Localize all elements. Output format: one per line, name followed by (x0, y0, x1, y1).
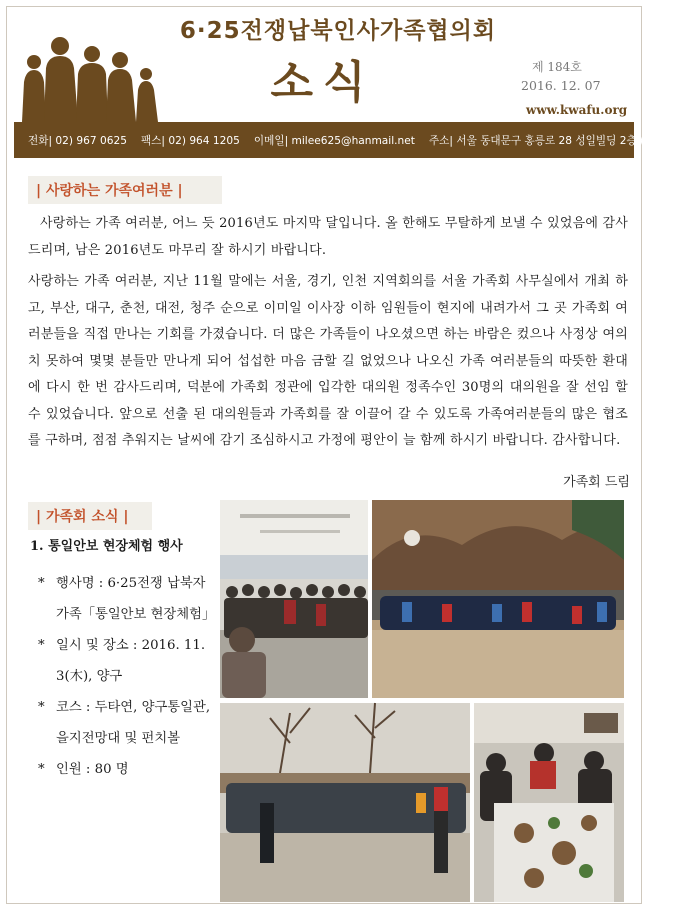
event-details-list (38, 568, 214, 785)
photo-auditorium (220, 500, 368, 698)
event-detail-text: 코스 : 두타연, 양구통일관, 을지전망대 및 펀치볼 (56, 700, 211, 746)
contact-bar (14, 122, 682, 158)
event-detail-datetime (38, 630, 214, 692)
contact-fax: 팩스| 02) 964 1205 (140, 134, 240, 147)
contact-email[interactable]: 이메일| milee625@hanmail.net (253, 134, 415, 147)
organization-name: 6·25전쟁납북인사가족협의회 (179, 18, 497, 44)
section-heading-text: 사랑하는 가족여러분 (46, 183, 173, 199)
contact-phone: 전화| 02) 967 0625 (28, 134, 127, 147)
bullet-mark: * (38, 576, 45, 591)
issue-number: 제 184호 (532, 60, 582, 74)
event-title: 1. 통일안보 현장체험 행사 (30, 539, 183, 554)
event-detail-participants (38, 754, 214, 785)
report-paragraph: 사랑하는 가족 여러분, 지난 11월 말에는 서울, 경기, 인천 지역회의를 서울 가족회 사무실에서 개최 하고, 부산, 대구, 춘천, 대전, 청주 순으로 이미일 이사장 이하 임원들이 현지에 내려가서 그 곳 가족회 여러분들을 직접 만나는 기회를 가졌습니다. 더 많은 가족들이 나오셨으면 하는 바람은 컸으나 사정상 여의치 못하여 몇몇 분들만 만나게 되어 섭섭한 마음 금할 길 없었으나 나오신 가족 여러분들의 따뜻한 환대에 다시 한 번 감사드리며, 덕분에 가족회 정관에 입각한 대의원 정족수인 30명의 대의원을 잘 선임 할 수 있었습니다. 앞으로 선출 된 대의원들과 가족회를 잘 이끌어 갈 수 있도록 가족여러분들의 많은 협조를 구하며, 점점 추워지는 날씨에 감기 조심하시고 가정에 평안이 늘 함께 하시기 바랍니다. 감사합니다. (28, 274, 628, 448)
event-detail-text: 행사명 : 6·25전쟁 납북자가족「통일안보 현장체험」 (56, 576, 216, 622)
photo-group-outdoor (372, 500, 624, 698)
event-detail-text: 인원 : 80 명 (56, 762, 129, 777)
photo-dining (474, 703, 624, 902)
family-silhouette-logo (12, 30, 162, 122)
event-detail-course (38, 692, 214, 754)
section-heading-family: | 사랑하는 가족여러분 | (28, 176, 222, 204)
bullet-mark: * (38, 762, 45, 777)
contact-address: 주소| 서울 동대문구 홍릉로 28 성일빌딩 2층 (02490) (428, 134, 682, 147)
event-detail-text: 일시 및 장소 : 2016. 11. 3(木), 양구 (56, 638, 206, 684)
bullet-mark: * (38, 700, 45, 715)
greeting-paragraph: 사랑하는 가족 여러분, 어느 듯 2016년도 마지막 달입니다. 올 한해도 무탈하게 보낼 수 있었음에 감사드리며, 남은 2016년도 마무리 잘 하시기 바랍니다. (28, 216, 629, 258)
event-detail-name (38, 568, 214, 630)
newsletter-title: 소식 (270, 57, 376, 108)
section-heading-news: | 가족회 소식 | (28, 502, 152, 530)
photo-group-valley (220, 703, 470, 902)
website-link[interactable]: www.kwafu.org (526, 103, 628, 117)
bullet-mark: * (38, 638, 45, 653)
issue-date: 2016. 12. 07 (521, 78, 601, 93)
section-heading-text: 가족회 소식 (46, 509, 119, 525)
signature: 가족회 드림 (563, 475, 630, 490)
